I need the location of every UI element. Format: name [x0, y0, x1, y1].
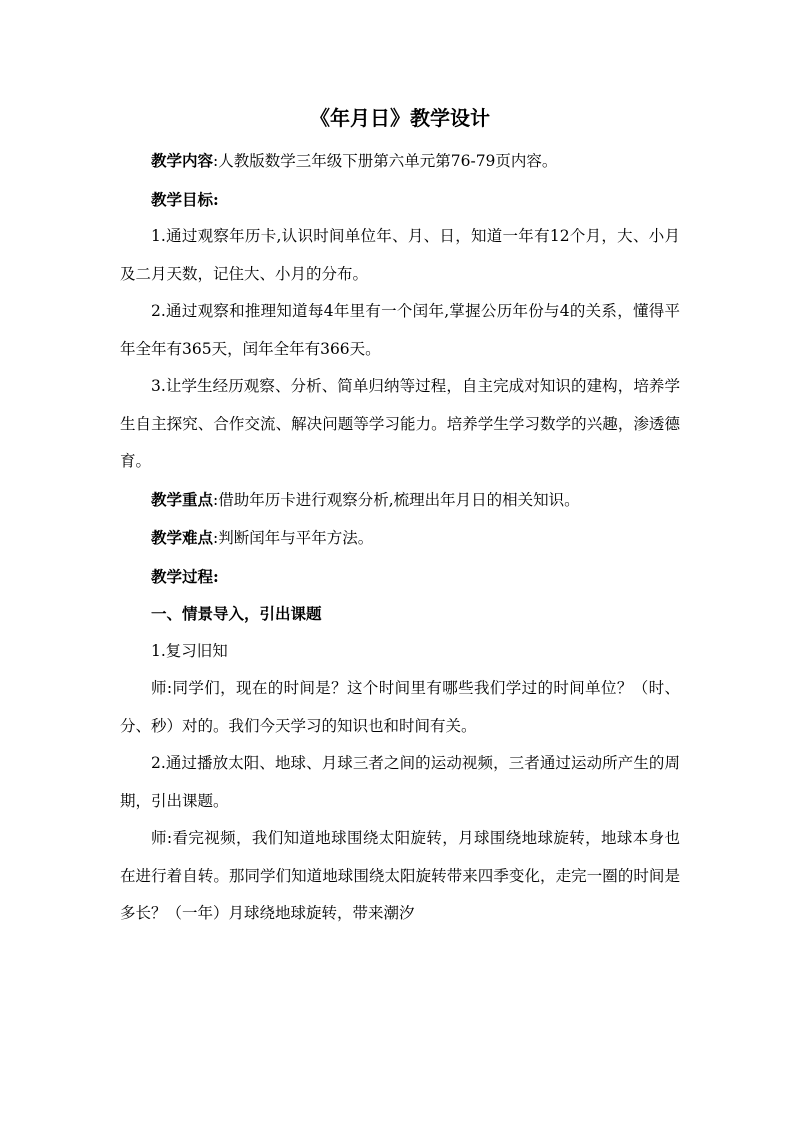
objective-item-2: 2.通过观察和推理知道每4年里有一个闰年,掌握公历年份与4的关系，懂得平年全年有365天，闰年全年有366天。 — [120, 302, 680, 358]
key-point-label: 教学重点 — [151, 489, 214, 509]
step-1-heading: 1.复习旧知 — [151, 641, 228, 660]
teaching-content-label: 教学内容 — [151, 151, 214, 170]
process-heading: 教学过程: — [151, 566, 219, 586]
objective-item-1: 1.通过观察年历卡,认识时间单位年、月、日，知道一年有12个月，大、小月及二月天数，记住大、小月的分布。 — [120, 227, 680, 283]
step-3-text: 师:看完视频，我们知道地球围绕太阳旋转，月球围绕地球旋转，地球本身也在进行着自转。那同学们知道地球围绕太阳旋转带来四季变化，走完一圈的时间是多长？（一年）月球绕地球旋转，带来潮汐 — [120, 829, 680, 922]
difficulty — [120, 519, 680, 558]
teaching-content-text: :人教版数学三年级下册第六单元第76-79页内容。 — [213, 152, 558, 170]
difficulty-label: 教学难点 — [151, 528, 214, 547]
section-1-heading: 一、情景导入，引出课题 — [151, 604, 322, 623]
teaching-content — [120, 142, 680, 181]
document-title: 《年月日》教学设计 — [310, 106, 490, 130]
objectives-heading: 教学目标: — [151, 189, 219, 209]
step-2-text: 2.通过播放太阳、地球、月球三者之间的运动视频，三者通过运动所产生的周期，引出课题。 — [120, 754, 680, 810]
key-point — [120, 481, 680, 520]
document-page — [120, 100, 680, 933]
objective-item-3: 3.让学生经历观察、分析、简单归纳等过程，自主完成对知识的建构，培养学生自主探究、合作交流、解决问题等学习能力。培养学生学习数学的兴趣，渗透德育。 — [120, 377, 680, 470]
key-point-text: :借助年历卡进行观察分析,梳理出年月日的相关知识。 — [213, 490, 580, 509]
step-1-text: 师:同学们，现在的时间是？这个时间里有哪些我们学过的时间单位？（时、分、秒）对的。我们今天学习的知识也和时间有关。 — [120, 679, 680, 735]
difficulty-text: :判断闰年与平年方法。 — [213, 529, 374, 547]
